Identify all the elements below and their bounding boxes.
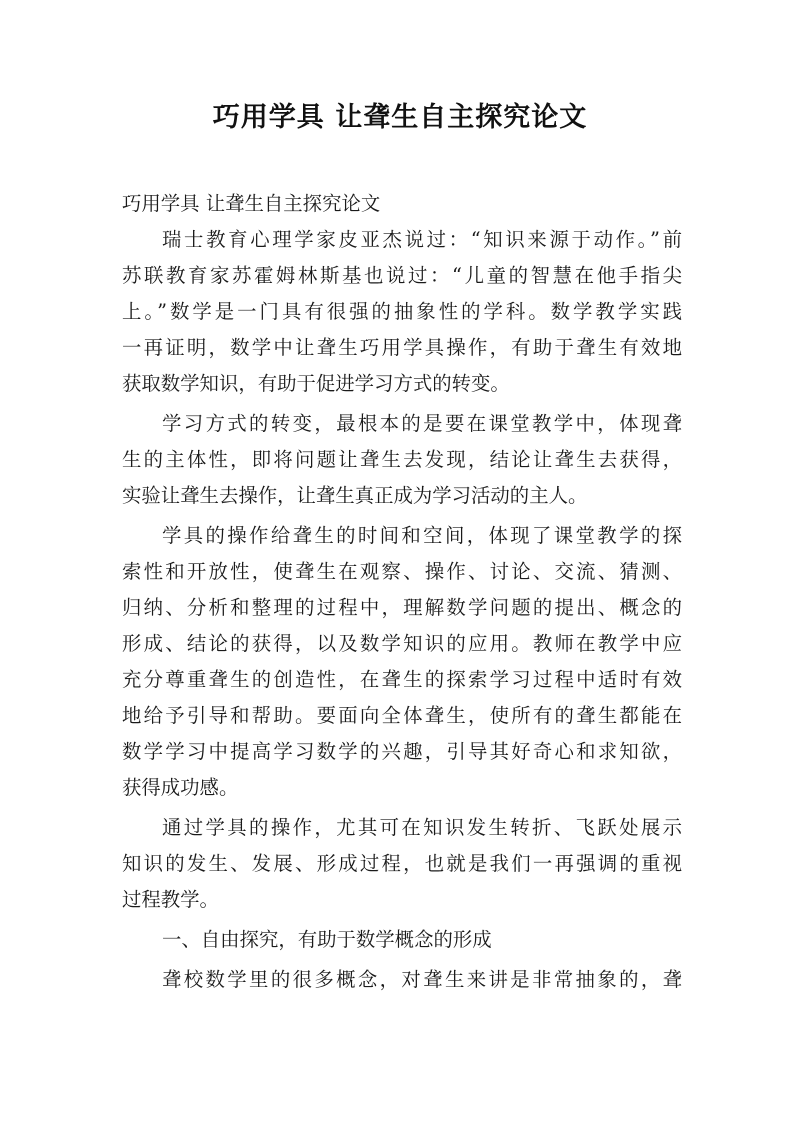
document-title: 巧用学具 让聋生自主探究论文 [212,102,588,133]
body-text-line: 苏联教育家苏霍姆林斯基也说过：“儿童的智慧在他手指尖 [122,264,682,287]
body-text-line: 通过学具的操作，尤其可在知识发生转折、飞跃处展示 [162,816,682,839]
body-text-line: 数学学习中提高学习数学的兴趣，引导其好奇心和求知欲， [122,740,682,763]
body-text-line: 形成、结论的获得，以及数学知识的应用。教师在教学中应 [122,632,682,655]
body-text-line: 知识的发生、发展、形成过程，也就是我们一再强调的重视 [122,852,682,875]
document-body [122,186,682,998]
body-text-line: 过程教学。 [122,888,219,911]
body-text-line: 一再证明，数学中让聋生巧用学具操作，有助于聋生有效地 [122,336,682,359]
body-text-line: 学习方式的转变，最根本的是要在课堂教学中，体现聋 [162,412,682,435]
body-text-line: 获取数学知识，有助于促进学习方式的转变。 [122,372,510,395]
body-text-line: 聋校数学里的很多概念，对聋生来讲是非常抽象的，聋 [162,968,682,991]
body-text-line: 学具的操作给聋生的时间和空间，体现了课堂教学的探 [162,524,682,547]
body-text-line: 实验让聋生去操作，让聋生真正成为学习活动的主人。 [122,484,588,507]
body-text-line: 生的主体性，即将问题让聋生去发现，结论让聋生去获得， [122,448,682,471]
body-text-line: 充分尊重聋生的创造性，在聋生的探索学习过程中适时有效 [122,668,682,691]
body-text-line: 上。”数学是一门具有很强的抽象性的学科。数学教学实践 [122,300,682,323]
body-text-line: 瑞士教育心理学家皮亚杰说过：“知识来源于动作。”前 [162,228,682,251]
body-text-line: 一、自由探究，有助于数学概念的形成 [162,928,492,951]
body-text-line: 巧用学具 让聋生自主探究论文 [122,192,381,215]
body-text-line: 获得成功感。 [122,776,239,799]
body-text-line: 索性和开放性，使聋生在观察、操作、讨论、交流、猜测、 [122,560,682,583]
body-text-line: 归纳、分析和整理的过程中，理解数学问题的提出、概念的 [122,596,682,619]
body-text-line: 地给予引导和帮助。要面向全体聋生，使所有的聋生都能在 [122,704,682,727]
